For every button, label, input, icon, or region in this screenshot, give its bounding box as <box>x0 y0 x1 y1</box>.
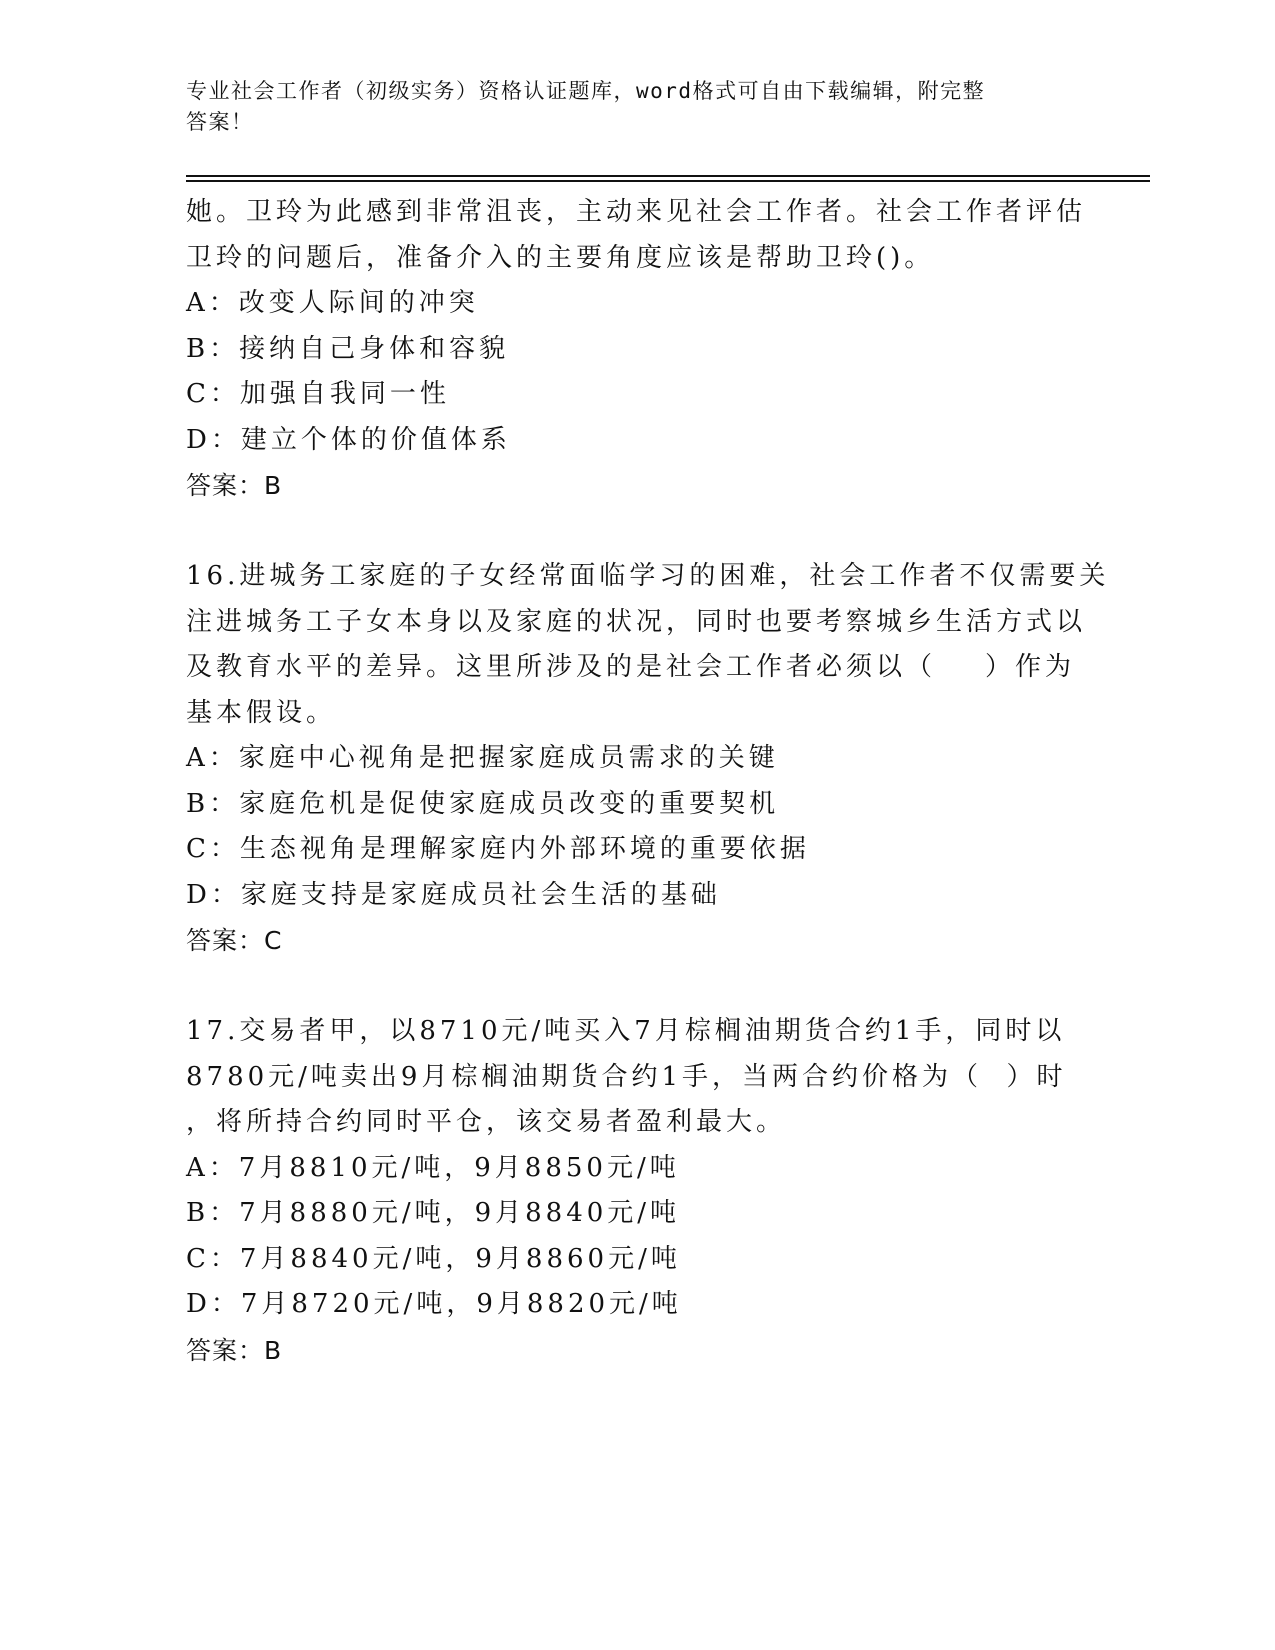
header-divider-top <box>186 175 1150 177</box>
header-line-1: 专业社会工作者（初级实务）资格认证题库，word格式可自由下载编辑，附完整 <box>186 79 986 103</box>
option-a: A：家庭中心视角是把握家庭成员需求的关键 <box>186 743 779 773</box>
question-text-line: 及教育水平的差异。这里所涉及的是社会工作者必须以（ ）作为 <box>186 652 1076 682</box>
option-b: B：7月8880元/吨，9月8840元/吨 <box>186 1198 681 1228</box>
option-b: B：接纳自己身体和容貌 <box>186 333 510 364</box>
question-16 <box>186 554 1110 964</box>
option-d: D：家庭支持是家庭成员社会生活的基础 <box>186 879 721 910</box>
question-text-line: 卫玲的问题后，准备介入的主要角度应该是帮助卫玲()。 <box>186 242 935 273</box>
question-text-line: ，将所持合约同时平仓，该交易者盈利最大。 <box>186 1107 787 1137</box>
question-17 <box>186 1009 1086 1373</box>
header-line-2: 答案！ <box>186 110 254 134</box>
option-d: D：建立个体的价值体系 <box>186 424 511 455</box>
question-15-continued <box>186 190 1086 509</box>
option-a: A：7月8810元/吨，9月8850元/吨 <box>186 1152 680 1183</box>
answer-line: 答案：C <box>186 926 283 955</box>
question-text-line: 她。卫玲为此感到非常沮丧，主动来见社会工作者。社会工作者评估 <box>186 197 1087 227</box>
option-b: B：家庭危机是促使家庭成员改变的重要契机 <box>186 788 780 819</box>
question-spacer <box>186 509 1086 555</box>
header-divider-bottom <box>186 180 1150 182</box>
document-header <box>186 76 1086 138</box>
question-text-line: 16.进城务工家庭的子女经常面临学习的困难，社会工作者不仅需要关 <box>186 561 1110 591</box>
question-text-line: 17.交易者甲，以8710元/吨买入7月棕榈油期货合约1手，同时以 <box>186 1016 1066 1046</box>
option-c: C：7月8840元/吨，9月8860元/吨 <box>186 1243 681 1274</box>
question-text-line: 注进城务工子女本身以及家庭的状况，同时也要考察城乡生活方式以 <box>186 606 1087 637</box>
document-body <box>186 190 1110 1373</box>
question-text-line: 8780元/吨卖出9月棕榈油期货合约1手，当两合约价格为（ ）时 <box>186 1061 1067 1092</box>
option-c: C：加强自我同一性 <box>186 379 450 409</box>
answer-line: 答案：B <box>186 471 283 500</box>
question-spacer <box>186 964 1086 1010</box>
option-c: C：生态视角是理解家庭内外部环境的重要依据 <box>186 834 810 864</box>
option-d: D：7月8720元/吨，9月8820元/吨 <box>186 1289 682 1319</box>
question-text-line: 基本假设。 <box>186 697 337 728</box>
answer-line: 答案：B <box>186 1335 283 1365</box>
option-a: A：改变人际间的冲突 <box>186 288 479 318</box>
